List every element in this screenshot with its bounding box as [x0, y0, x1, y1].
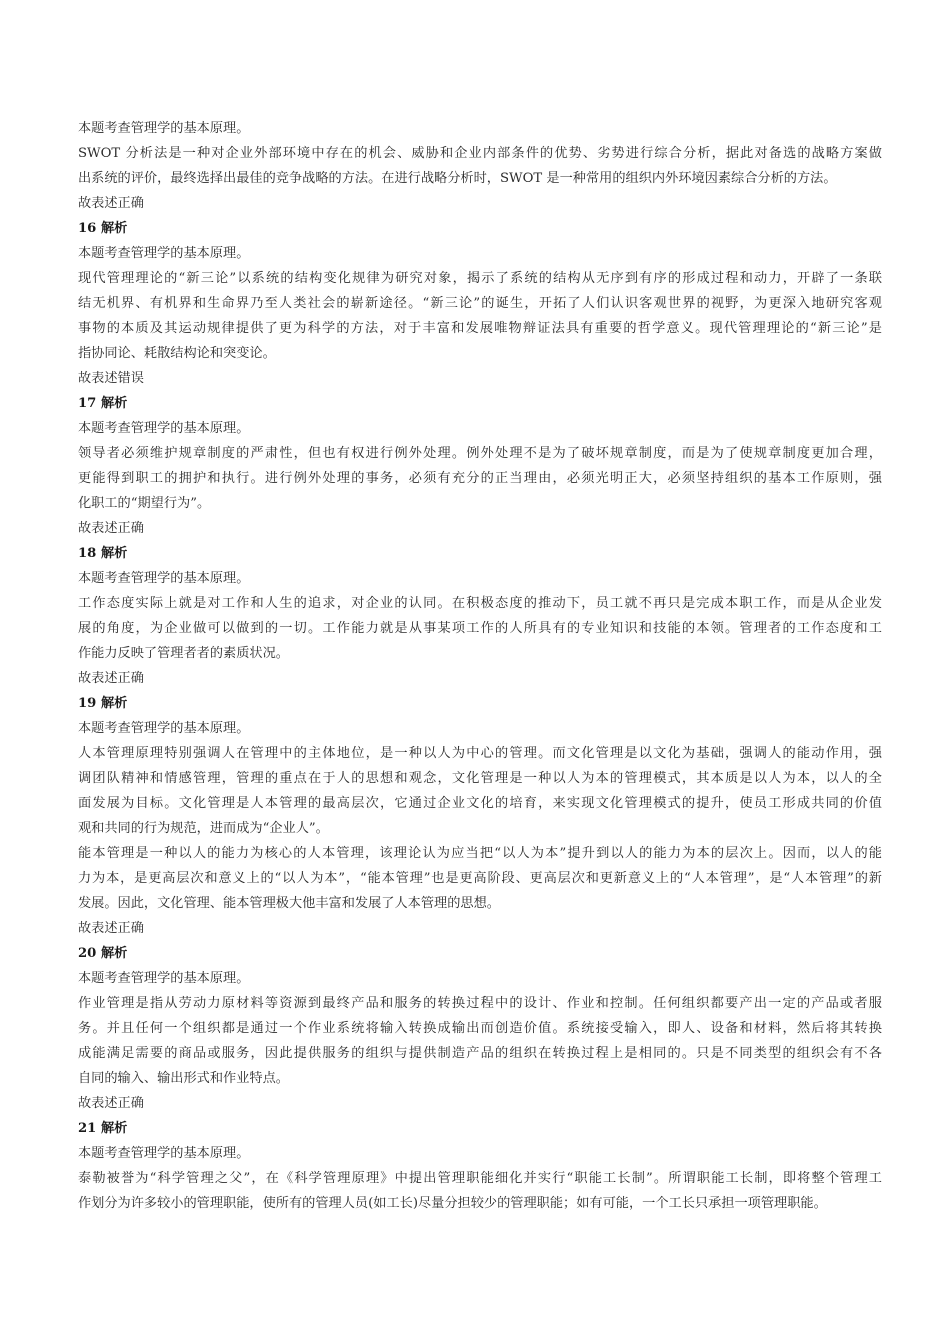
intro-line: 本题考查管理学的基本原理。	[78, 571, 250, 586]
paragraph-line: 展的角度，为企业做可以做到的一切。工作能力就是从事某项工作的人所具有的专业知识和技能的本领。管理者的工作态度和工	[78, 621, 882, 636]
paragraph-line: 结无机界、有机界和生命界乃至人类社会的崭新途径。“新三论”的诞生，开拓了人们认识客观世界的视野，为更深入地研究客观	[78, 296, 882, 311]
paragraph-line: 发展。因此，文化管理、能本管理极大他丰富和发展了人本管理的思想。	[78, 896, 500, 911]
section-heading: 17 解析	[78, 396, 128, 411]
paragraph-line: 务。并且任何一个组织都是通过一个作业系统将输入转换成输出而创造价值。系统接受输入，即人、设备和材料，然后将其转换	[78, 1021, 882, 1036]
paragraph-line: 成能满足需要的商品或服务，因此提供服务的组织与提供制造产品的组织在转换过程上是相同的。只是不同类型的组织会有不各	[78, 1046, 882, 1061]
paragraph-line: 力为本，是更高层次和意义上的“以人为本”，“能本管理”也是更高阶段、更高层次和更新意义上的“人本管理”，是“人本管理”的新	[78, 871, 882, 886]
paragraph-line: 观和共同的行为规范，进而成为“企业人”。	[78, 821, 329, 836]
paragraph-line: SWOT 分析法是一种对企业外部环境中存在的机会、威胁和企业内部条件的优势、劣势进行综合分析，据此对备选的战略方案做	[78, 146, 882, 161]
paragraph-line: 泰勒被誉为“科学管理之父”，在《科学管理原理》中提出管理职能细化并实行“职能工长制”。所谓职能工长制，即将整个管理工	[78, 1171, 882, 1186]
paragraph-line: 事物的本质及其运动规律提供了更为科学的方法，对于丰富和发展唯物辩证法具有重要的哲学意义。现代管理理论的“新三论”是	[78, 321, 882, 336]
paragraph-line: 化职工的“期望行为”。	[78, 496, 211, 511]
paragraph-line: 调团队精神和情感管理，管理的重点在于人的思想和观念，文化管理是一种以人为本的管理模式，其本质是以人为本，以人的全	[78, 771, 882, 786]
paragraph	[78, 841, 882, 916]
conclusion-line: 故表述正确	[78, 196, 144, 211]
intro-line: 本题考查管理学的基本原理。	[78, 246, 250, 261]
paragraph-line: 指协同论、耗散结构论和突变论。	[78, 346, 276, 361]
paragraph-line: 作能力反映了管理者者的素质状况。	[78, 646, 289, 661]
paragraph-line: 自同的输入、输出形式和作业特点。	[78, 1071, 289, 1086]
intro-line: 本题考查管理学的基本原理。	[78, 421, 250, 436]
paragraph-line: 更能得到职工的拥护和执行。进行例外处理的事务，必须有充分的正当理由，必须光明正大，必须坚持组织的基本工作原则，强	[78, 471, 882, 486]
paragraph-line: 能本管理是一种以人的能力为核心的人本管理，该理论认为应当把“以人为本”提升到以人的能力为本的层次上。因而，以人的能	[78, 846, 882, 861]
paragraph-line: 人本管理原理特别强调人在管理中的主体地位，是一种以人为中心的管理。而文化管理是以文化为基础，强调人的能动作用，强	[78, 746, 882, 761]
paragraph-line: 工作态度实际上就是对工作和人生的追求，对企业的认同。在积极态度的推动下，员工就不再只是完成本职工作，而是从企业发	[78, 596, 882, 611]
intro-line: 本题考查管理学的基本原理。	[78, 971, 250, 986]
conclusion-line: 故表述正确	[78, 921, 144, 936]
paragraph	[78, 741, 882, 841]
section-heading: 21 解析	[78, 1121, 128, 1136]
paragraph-line: 领导者必须维护规章制度的严肃性，但也有权进行例外处理。例外处理不是为了破坏规章制度，而是为了使规章制度更加合理，	[78, 446, 882, 461]
paragraph-line: 现代管理理论的“新三论”以系统的结构变化规律为研究对象，揭示了系统的结构从无序到有序的形成过程和动力，开辟了一条联	[78, 271, 882, 286]
paragraph	[78, 441, 882, 516]
conclusion-line: 故表述正确	[78, 1096, 144, 1111]
paragraph	[78, 1166, 882, 1216]
paragraph-line: 面发展为目标。文化管理是人本管理的最高层次，它通过企业文化的培育，来实现文化管理模式的提升，使员工形成共同的价值	[78, 796, 882, 811]
section-heading: 18 解析	[78, 546, 128, 561]
paragraph	[78, 591, 882, 666]
paragraph-line: 作业管理是指从劳动力原材料等资源到最终产品和服务的转换过程中的设计、作业和控制。任何组织都要产出一定的产品或者服	[78, 996, 882, 1011]
paragraph	[78, 991, 882, 1091]
paragraph-line: 作划分为许多较小的管理职能，使所有的管理人员(如工长)尽量分担较少的管理职能；如有可能，一个工长只承担一项管理职能。	[78, 1196, 827, 1211]
intro-line: 本题考查管理学的基本原理。	[78, 721, 250, 736]
intro-line: 本题考查管理学的基本原理。	[78, 121, 250, 136]
paragraph	[78, 141, 882, 191]
intro-line: 本题考查管理学的基本原理。	[78, 1146, 250, 1161]
document-body	[78, 116, 882, 1216]
section-heading: 19 解析	[78, 696, 128, 711]
conclusion-line: 故表述正确	[78, 671, 144, 686]
paragraph	[78, 266, 882, 366]
section-heading: 20 解析	[78, 946, 128, 961]
conclusion-line: 故表述错误	[78, 371, 144, 386]
paragraph-line: 出系统的评价，最终选择出最佳的竞争战略的方法。在进行战略分析时，SWOT 是一种常用的组织内外环境因素综合分析的方法。	[78, 171, 837, 186]
section-heading: 16 解析	[78, 221, 128, 236]
conclusion-line: 故表述正确	[78, 521, 144, 536]
